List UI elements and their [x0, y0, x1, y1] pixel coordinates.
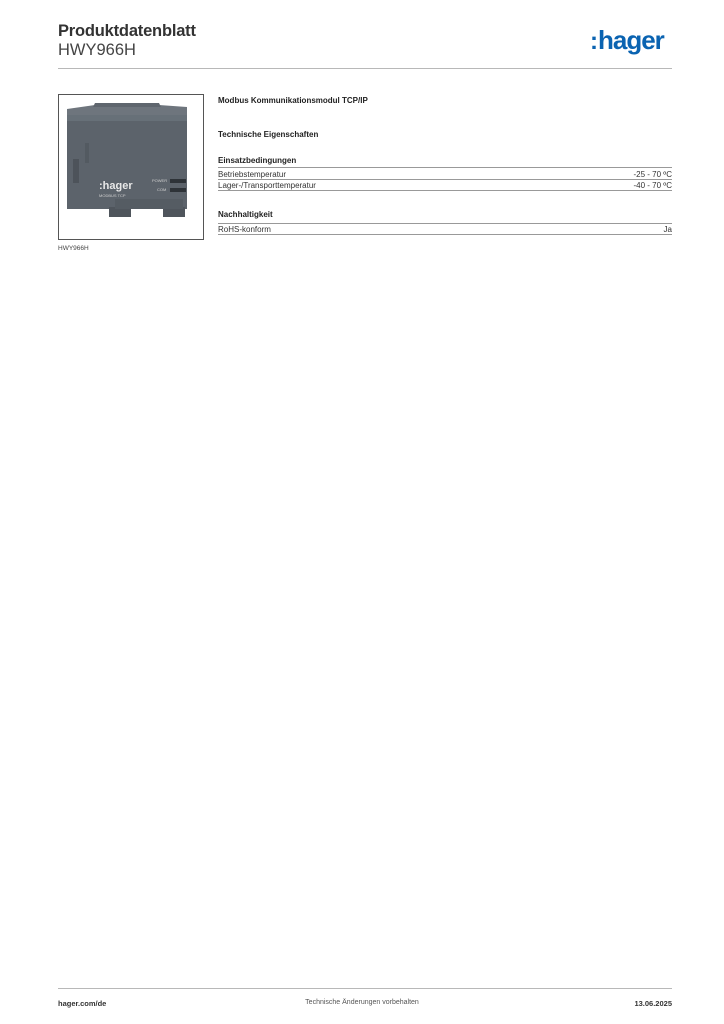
device-brand-text: :hager	[99, 180, 133, 192]
property-label: Betriebstemperatur	[218, 169, 287, 179]
section-heading-technical: Technische Eigenschaften	[218, 130, 319, 139]
hager-logo	[590, 25, 664, 57]
document-header	[58, 22, 196, 60]
image-caption: HWY966H	[58, 245, 89, 252]
led-label-power: POWER	[152, 178, 168, 183]
led-label-com: COM	[157, 187, 167, 192]
product-image	[59, 95, 203, 239]
property-row	[218, 167, 672, 179]
footer-notice: Technische Änderungen vorbehalten	[305, 999, 419, 1006]
product-name: Modbus Kommunikationsmodul TCP/IP	[218, 96, 368, 105]
property-value: -25 - 70 ºC	[633, 169, 672, 179]
property-label: Lager-/Transporttemperatur	[218, 181, 316, 190]
product-image-frame	[58, 94, 204, 240]
property-row	[218, 223, 672, 235]
group-heading-operating-conditions: Einsatzbedingungen	[218, 156, 297, 165]
document-subtitle: HWY966H	[58, 41, 136, 59]
group-heading-sustainability: Nachhaltigkeit	[218, 210, 273, 219]
property-label: RoHS-konform	[218, 225, 271, 234]
footer-divider	[58, 988, 672, 989]
property-value: Ja	[663, 225, 672, 234]
device-model-text: MODBUS TCP	[99, 193, 126, 198]
header-divider	[58, 68, 672, 69]
logo-prefix: :	[590, 28, 597, 55]
property-value: -40 - 70 ºC	[633, 181, 672, 190]
property-row	[218, 179, 672, 191]
footer-date: 13.06.2025	[634, 999, 672, 1008]
footer-website-link[interactable]: hager.com/de	[58, 999, 107, 1008]
document-title: Produktdatenblatt	[58, 22, 196, 40]
logo-text: hager	[598, 25, 664, 55]
